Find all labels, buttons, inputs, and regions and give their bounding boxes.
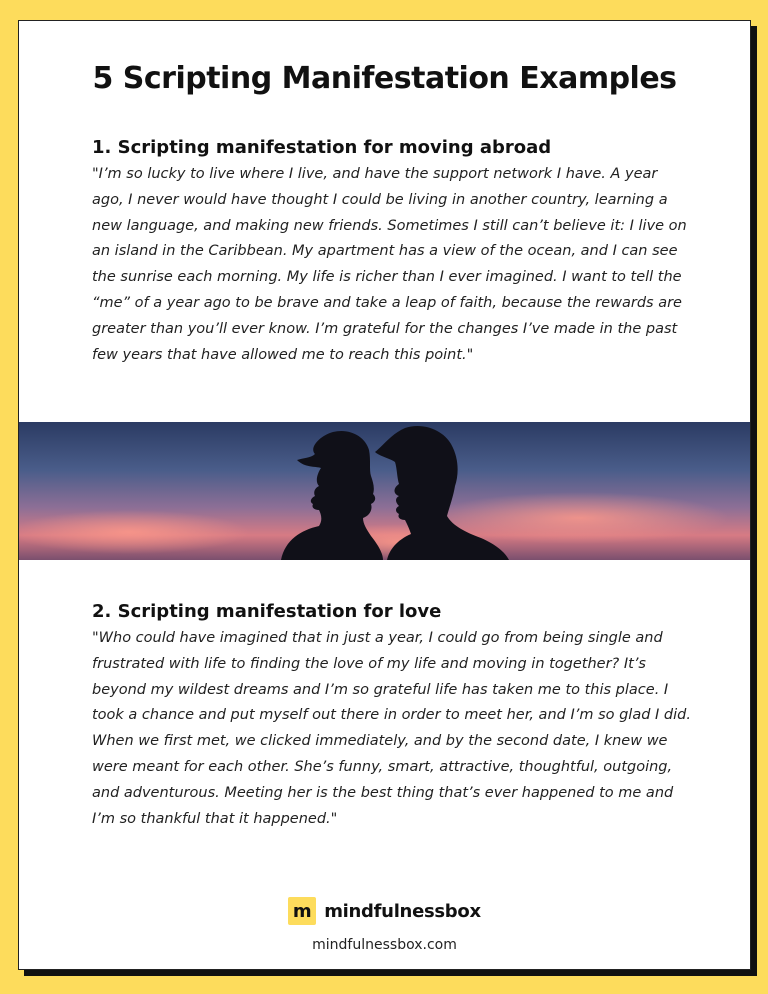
document-page bbox=[18, 20, 751, 970]
brand-name: mindfulnessbox bbox=[324, 900, 481, 922]
brand-url-link[interactable]: mindfulnessbox.com bbox=[312, 937, 457, 953]
section-heading: 2. Scripting manifestation for love bbox=[92, 601, 442, 622]
footer-brand bbox=[19, 897, 750, 953]
section-love bbox=[92, 601, 692, 832]
page-title: 5 Scripting Manifestation Examples bbox=[92, 61, 677, 96]
couple-silhouette-image bbox=[19, 422, 750, 560]
section-moving-abroad bbox=[92, 137, 692, 368]
section-text: "I’m so lucky to live where I live, and have the support network I have. A year ago, I never would have thought I could be living in another country, learning a new language, and making new friends. Sometimes I still can’t believe it: I live on an island in the Caribbean. My apartment has a view of the ocean, and I can see the sunrise each morning. My life is richer than I ever imagined. I want to tell the “me” of a year ago to be brave and take a leap of faith, because the rewards are greater than you’ll ever know. I’m grateful for the changes I’ve made in the past few years that have allowed me to reach this point." bbox=[92, 166, 687, 363]
section-heading: 1. Scripting manifestation for moving abroad bbox=[92, 137, 552, 158]
mindfulnessbox-logo-icon: m bbox=[288, 897, 316, 925]
section-text: "Who could have imagined that in just a year, I could go from being single and frustrated with life to finding the love of my life and moving in together? It’s beyond my wildest dreams and I’m so grateful life has taken me to this place. I took a chance and put myself out there in order to meet her, and I’m so glad I did. When we first met, we clicked immediately, and by the second date, I knew we were meant for each other. She’s funny, smart, attractive, thoughtful, outgoing, and adventurous. Meeting her is the best thing that’s ever happened to me and I’m so thankful that it happened." bbox=[92, 630, 691, 827]
brand-logo[interactable] bbox=[288, 897, 481, 925]
couple-silhouette-sunset-image bbox=[19, 422, 750, 560]
